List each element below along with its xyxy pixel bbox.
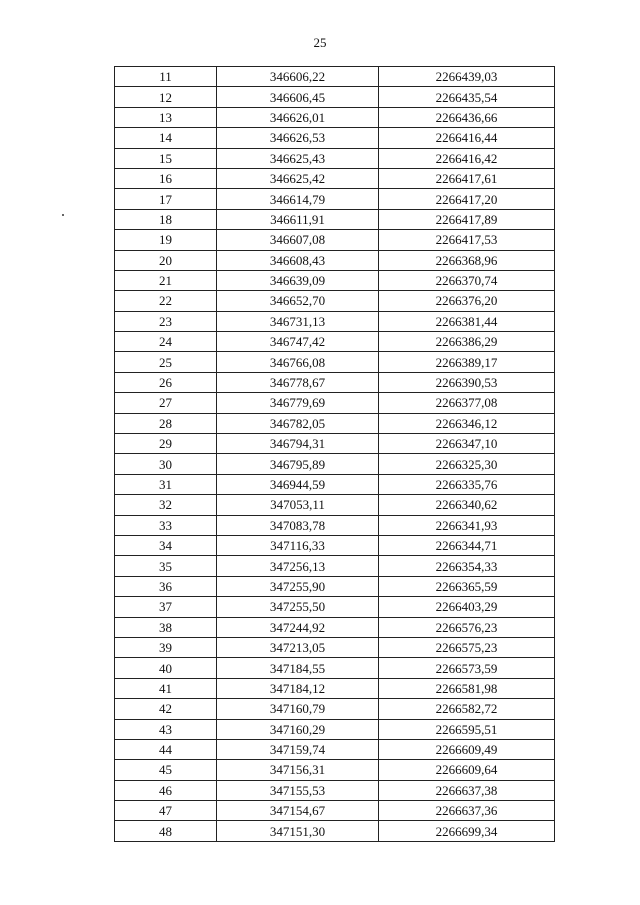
x-coordinate-cell: 346606,22 <box>217 67 379 87</box>
x-coordinate-cell: 347083,78 <box>217 515 379 535</box>
point-number-cell: 30 <box>115 454 217 474</box>
y-coordinate-cell: 2266390,53 <box>379 372 555 392</box>
table-row <box>115 474 555 494</box>
y-coordinate-cell: 2266595,51 <box>379 719 555 739</box>
y-coordinate-cell: 2266381,44 <box>379 311 555 331</box>
point-number-cell: 43 <box>115 719 217 739</box>
x-coordinate-cell: 346766,08 <box>217 352 379 372</box>
point-number-cell: 19 <box>115 230 217 250</box>
x-coordinate-cell: 346608,43 <box>217 250 379 270</box>
point-number-cell: 45 <box>115 760 217 780</box>
x-coordinate-cell: 346606,45 <box>217 87 379 107</box>
x-coordinate-cell: 346652,70 <box>217 291 379 311</box>
x-coordinate-cell: 346625,42 <box>217 168 379 188</box>
point-number-cell: 14 <box>115 128 217 148</box>
point-number-cell: 12 <box>115 87 217 107</box>
y-coordinate-cell: 2266573,59 <box>379 658 555 678</box>
x-coordinate-cell: 346607,08 <box>217 230 379 250</box>
y-coordinate-cell: 2266417,89 <box>379 209 555 229</box>
table-row <box>115 821 555 841</box>
table-row <box>115 658 555 678</box>
y-coordinate-cell: 2266575,23 <box>379 637 555 657</box>
y-coordinate-cell: 2266439,03 <box>379 67 555 87</box>
x-coordinate-cell: 347154,67 <box>217 801 379 821</box>
x-coordinate-cell: 346778,67 <box>217 372 379 392</box>
table-row <box>115 393 555 413</box>
point-number-cell: 18 <box>115 209 217 229</box>
point-number-cell: 15 <box>115 148 217 168</box>
table-row <box>115 332 555 352</box>
table-row <box>115 413 555 433</box>
x-coordinate-cell: 346779,69 <box>217 393 379 413</box>
y-coordinate-cell: 2266340,62 <box>379 495 555 515</box>
table-row <box>115 515 555 535</box>
point-number-cell: 13 <box>115 107 217 127</box>
table-row <box>115 780 555 800</box>
table-row <box>115 678 555 698</box>
x-coordinate-cell: 347244,92 <box>217 617 379 637</box>
point-number-cell: 29 <box>115 434 217 454</box>
y-coordinate-cell: 2266344,71 <box>379 535 555 555</box>
y-coordinate-cell: 2266581,98 <box>379 678 555 698</box>
point-number-cell: 38 <box>115 617 217 637</box>
y-coordinate-cell: 2266436,66 <box>379 107 555 127</box>
table-row <box>115 495 555 515</box>
x-coordinate-cell: 346639,09 <box>217 270 379 290</box>
table-row <box>115 760 555 780</box>
point-number-cell: 23 <box>115 311 217 331</box>
point-number-cell: 20 <box>115 250 217 270</box>
x-coordinate-cell: 346611,91 <box>217 209 379 229</box>
table-row <box>115 617 555 637</box>
point-number-cell: 33 <box>115 515 217 535</box>
x-coordinate-cell: 347213,05 <box>217 637 379 657</box>
y-coordinate-cell: 2266417,53 <box>379 230 555 250</box>
x-coordinate-cell: 347160,29 <box>217 719 379 739</box>
point-number-cell: 46 <box>115 780 217 800</box>
point-number-cell: 27 <box>115 393 217 413</box>
point-number-cell: 28 <box>115 413 217 433</box>
table-row <box>115 699 555 719</box>
table-row <box>115 291 555 311</box>
x-coordinate-cell: 346782,05 <box>217 413 379 433</box>
point-number-cell: 44 <box>115 739 217 759</box>
x-coordinate-cell: 346614,79 <box>217 189 379 209</box>
table-row <box>115 270 555 290</box>
y-coordinate-cell: 2266609,49 <box>379 739 555 759</box>
point-number-cell: 26 <box>115 372 217 392</box>
point-number-cell: 17 <box>115 189 217 209</box>
x-coordinate-cell: 346794,31 <box>217 434 379 454</box>
table-row <box>115 352 555 372</box>
x-coordinate-cell: 347160,79 <box>217 699 379 719</box>
y-coordinate-cell: 2266376,20 <box>379 291 555 311</box>
y-coordinate-cell: 2266347,10 <box>379 434 555 454</box>
table-row <box>115 739 555 759</box>
y-coordinate-cell: 2266637,38 <box>379 780 555 800</box>
y-coordinate-cell: 2266609,64 <box>379 760 555 780</box>
page-number: 25 <box>313 35 327 50</box>
x-coordinate-cell: 347053,11 <box>217 495 379 515</box>
table-row <box>115 454 555 474</box>
point-number-cell: 31 <box>115 474 217 494</box>
x-coordinate-cell: 347256,13 <box>217 556 379 576</box>
y-coordinate-cell: 2266365,59 <box>379 576 555 596</box>
table-row <box>115 434 555 454</box>
table-row <box>115 311 555 331</box>
x-coordinate-cell: 346625,43 <box>217 148 379 168</box>
y-coordinate-cell: 2266354,33 <box>379 556 555 576</box>
table-row <box>115 801 555 821</box>
y-coordinate-cell: 2266416,44 <box>379 128 555 148</box>
y-coordinate-cell: 2266403,29 <box>379 597 555 617</box>
x-coordinate-cell: 347184,55 <box>217 658 379 678</box>
y-coordinate-cell: 2266699,34 <box>379 821 555 841</box>
x-coordinate-cell: 347184,12 <box>217 678 379 698</box>
x-coordinate-cell: 346944,59 <box>217 474 379 494</box>
x-coordinate-cell: 346626,01 <box>217 107 379 127</box>
point-number-cell: 36 <box>115 576 217 596</box>
table-row <box>115 230 555 250</box>
point-number-cell: 34 <box>115 535 217 555</box>
y-coordinate-cell: 2266370,74 <box>379 270 555 290</box>
table-row <box>115 719 555 739</box>
y-coordinate-cell: 2266325,30 <box>379 454 555 474</box>
y-coordinate-cell: 2266582,72 <box>379 699 555 719</box>
y-coordinate-cell: 2266335,76 <box>379 474 555 494</box>
x-coordinate-cell: 347155,53 <box>217 780 379 800</box>
point-number-cell: 37 <box>115 597 217 617</box>
table-row <box>115 128 555 148</box>
point-number-cell: 22 <box>115 291 217 311</box>
y-coordinate-cell: 2266417,61 <box>379 168 555 188</box>
y-coordinate-cell: 2266637,36 <box>379 801 555 821</box>
coordinates-table <box>114 66 555 842</box>
point-number-cell: 35 <box>115 556 217 576</box>
scan-speck <box>62 214 64 216</box>
table-row <box>115 576 555 596</box>
point-number-cell: 24 <box>115 332 217 352</box>
point-number-cell: 42 <box>115 699 217 719</box>
point-number-cell: 25 <box>115 352 217 372</box>
point-number-cell: 48 <box>115 821 217 841</box>
table-row <box>115 637 555 657</box>
x-coordinate-cell: 347159,74 <box>217 739 379 759</box>
y-coordinate-cell: 2266377,08 <box>379 393 555 413</box>
y-coordinate-cell: 2266435,54 <box>379 87 555 107</box>
point-number-cell: 21 <box>115 270 217 290</box>
table-row <box>115 597 555 617</box>
y-coordinate-cell: 2266416,42 <box>379 148 555 168</box>
x-coordinate-cell: 346731,13 <box>217 311 379 331</box>
x-coordinate-cell: 347255,50 <box>217 597 379 617</box>
table-row <box>115 209 555 229</box>
table-row <box>115 67 555 87</box>
table-row <box>115 250 555 270</box>
table-row <box>115 372 555 392</box>
y-coordinate-cell: 2266576,23 <box>379 617 555 637</box>
table-row <box>115 148 555 168</box>
x-coordinate-cell: 347255,90 <box>217 576 379 596</box>
y-coordinate-cell: 2266389,17 <box>379 352 555 372</box>
point-number-cell: 41 <box>115 678 217 698</box>
table-row <box>115 107 555 127</box>
y-coordinate-cell: 2266417,20 <box>379 189 555 209</box>
point-number-cell: 16 <box>115 168 217 188</box>
point-number-cell: 40 <box>115 658 217 678</box>
x-coordinate-cell: 346626,53 <box>217 128 379 148</box>
x-coordinate-cell: 347156,31 <box>217 760 379 780</box>
table-row <box>115 87 555 107</box>
coordinates-table-body <box>115 67 555 842</box>
x-coordinate-cell: 347151,30 <box>217 821 379 841</box>
y-coordinate-cell: 2266386,29 <box>379 332 555 352</box>
table-row <box>115 556 555 576</box>
x-coordinate-cell: 347116,33 <box>217 535 379 555</box>
table-row <box>115 168 555 188</box>
point-number-cell: 39 <box>115 637 217 657</box>
x-coordinate-cell: 346747,42 <box>217 332 379 352</box>
y-coordinate-cell: 2266368,96 <box>379 250 555 270</box>
point-number-cell: 32 <box>115 495 217 515</box>
point-number-cell: 11 <box>115 67 217 87</box>
x-coordinate-cell: 346795,89 <box>217 454 379 474</box>
y-coordinate-cell: 2266341,93 <box>379 515 555 535</box>
table-row <box>115 535 555 555</box>
point-number-cell: 47 <box>115 801 217 821</box>
table-row <box>115 189 555 209</box>
y-coordinate-cell: 2266346,12 <box>379 413 555 433</box>
